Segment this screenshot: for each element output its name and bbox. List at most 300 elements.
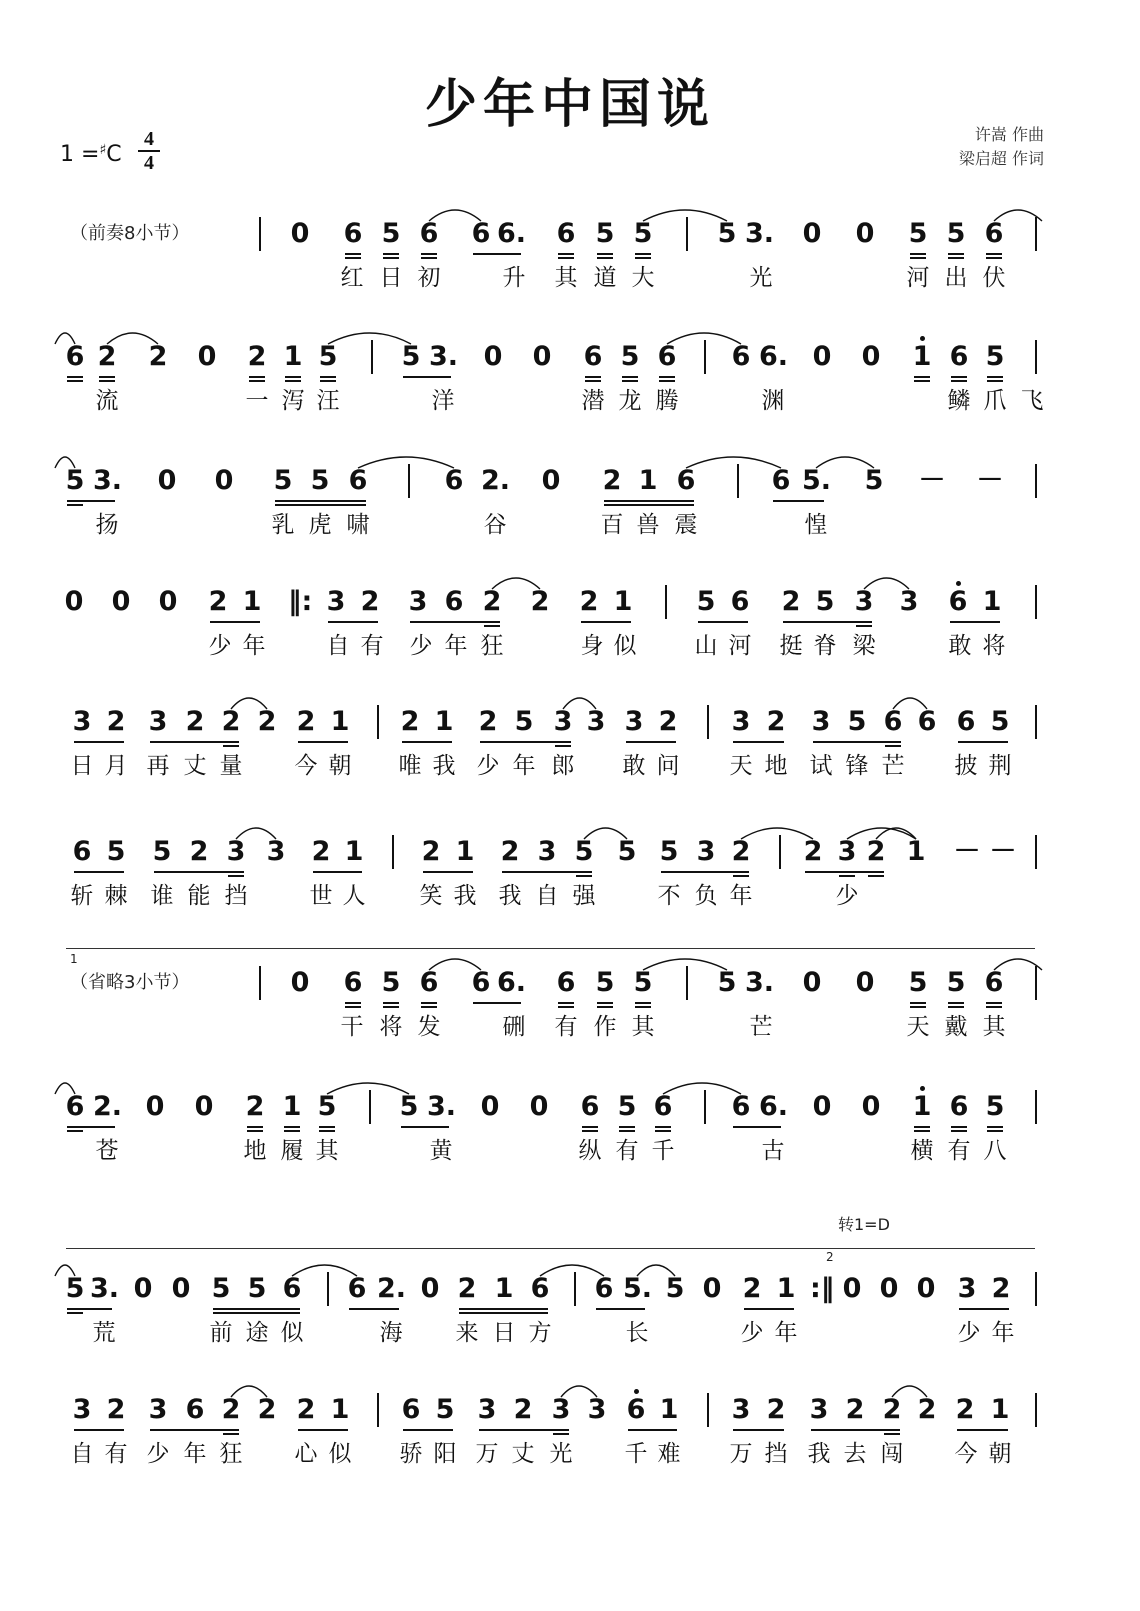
- tie-arc: [643, 210, 727, 221]
- note: 6: [348, 465, 368, 496]
- lyric-char: 今: [954, 1441, 978, 1467]
- lyric-char: 日: [379, 265, 403, 291]
- note: 3: [148, 1394, 168, 1425]
- tie-layer: [0, 1090, 1140, 1130]
- lyric-char: 横: [910, 1138, 934, 1164]
- note: 0: [861, 341, 881, 372]
- time-signature: [138, 128, 160, 174]
- lyric-char: 斩: [70, 883, 94, 909]
- tie-arc: [561, 1386, 597, 1397]
- lyric-char: 笑: [419, 883, 443, 909]
- tie-layer: [0, 217, 1140, 257]
- note: 2: [257, 706, 277, 737]
- note: 6: [653, 1091, 673, 1122]
- lyric-char: 有: [360, 633, 384, 659]
- note: 5: [211, 1273, 231, 1304]
- underline-beam: [576, 875, 592, 877]
- lyric-char: 少: [146, 1441, 170, 1467]
- underline-beam: [99, 380, 115, 382]
- lyric-char: 去: [843, 1441, 867, 1467]
- note: 6: [444, 465, 464, 496]
- note: 3: [477, 1394, 497, 1425]
- lyric-char: 升: [502, 265, 526, 291]
- lyric-char: 地: [764, 753, 788, 779]
- underline-beam: [558, 1006, 574, 1008]
- lyric-char: 我: [498, 883, 522, 909]
- lyric-char: 自: [326, 633, 350, 659]
- note: 5: [381, 967, 401, 998]
- note: 6: [731, 341, 751, 372]
- note: 3.: [745, 218, 775, 249]
- note: 2: [845, 1394, 865, 1425]
- note: 5: [633, 218, 653, 249]
- note: 3: [537, 836, 557, 867]
- tie-layer: [0, 340, 1140, 380]
- note: 5: [65, 1273, 85, 1304]
- lyric-char: 潜: [581, 388, 605, 414]
- note: 6: [626, 1394, 646, 1425]
- note: 0: [812, 341, 832, 372]
- note: 5: [273, 465, 293, 496]
- note: 6: [580, 1091, 600, 1122]
- time-denominator: 4: [138, 150, 160, 174]
- note: 1: [330, 1394, 350, 1425]
- underline-beam: [987, 380, 1003, 382]
- score-line: [0, 585, 1140, 695]
- lyric-char: 日: [70, 753, 94, 779]
- lyric-char: 扬: [95, 512, 119, 538]
- lyric-char: 狂: [219, 1441, 243, 1467]
- lyric-char: 年: [242, 633, 266, 659]
- note: 5: [717, 218, 737, 249]
- lyric-char: 履: [280, 1138, 304, 1164]
- note: 2: [917, 1394, 937, 1425]
- tie-arc: [994, 210, 1042, 221]
- lyric-char: 少: [957, 1320, 981, 1346]
- lyric-char: 有: [947, 1138, 971, 1164]
- lyric-char: 我: [432, 753, 456, 779]
- note: 5: [985, 1091, 1005, 1122]
- lyric-char: 虎: [308, 512, 332, 538]
- note: 6: [419, 218, 439, 249]
- lyric-char: 强: [572, 883, 596, 909]
- lyric-char: 天: [906, 1014, 930, 1040]
- note: 6: [343, 218, 363, 249]
- tie-arc: [231, 698, 267, 709]
- underline-beam: [345, 257, 361, 259]
- note: 5: [401, 341, 421, 372]
- note: 1: [638, 465, 658, 496]
- note: 6: [949, 1091, 969, 1122]
- lyric-char: 一: [245, 388, 269, 414]
- note: 0: [157, 465, 177, 496]
- note: 2: [296, 706, 316, 737]
- note: 5: [381, 218, 401, 249]
- note: －: [953, 836, 981, 867]
- underline-beam: [619, 1130, 635, 1132]
- note: －: [989, 836, 1017, 867]
- tie-arc: [893, 698, 927, 709]
- lyric-char: 试: [809, 753, 833, 779]
- lyric-char: 发: [417, 1014, 441, 1040]
- lyric-char: 闯: [880, 1441, 904, 1467]
- note: 6: [65, 1091, 85, 1122]
- note: 5: [946, 218, 966, 249]
- lyric-char: 方: [528, 1320, 552, 1346]
- note: 5: [595, 218, 615, 249]
- note: 5: [247, 1273, 267, 1304]
- note: 5: [617, 1091, 637, 1122]
- tie-arc: [429, 959, 481, 970]
- note: 0: [420, 1273, 440, 1304]
- lyric-char: 我: [453, 883, 477, 909]
- lyric-char: 似: [280, 1320, 304, 1346]
- note: 0: [64, 586, 84, 617]
- lyric-char: 少: [208, 633, 232, 659]
- note: 3: [553, 706, 573, 737]
- lyric-char: 道: [593, 265, 617, 291]
- note: 2: [106, 1394, 126, 1425]
- underline-beam: [459, 1312, 548, 1314]
- note: 0: [197, 341, 217, 372]
- repeat-start-sign: ‖:: [288, 586, 313, 617]
- underline-beam: [319, 1130, 335, 1132]
- tie-arc: [292, 1265, 357, 1276]
- note: 6: [948, 586, 968, 617]
- note: 6: [72, 836, 92, 867]
- note: 6: [444, 586, 464, 617]
- note: 0: [702, 1273, 722, 1304]
- underline-beam: [914, 380, 930, 382]
- lyric-char: 戴: [944, 1014, 968, 1040]
- underline-beam: [951, 380, 967, 382]
- lyric-char: 震: [674, 512, 698, 538]
- note: 6: [282, 1273, 302, 1304]
- note: 0: [483, 341, 503, 372]
- note: 1: [344, 836, 364, 867]
- note: 0: [111, 586, 131, 617]
- lyric-char: 万: [475, 1441, 499, 1467]
- lyric-char: 前: [209, 1320, 233, 1346]
- underline-beam: [213, 1312, 300, 1314]
- note: 2: [247, 341, 267, 372]
- omit-annotation: （省略3小节）: [70, 972, 190, 993]
- lyric-char: 人: [342, 883, 366, 909]
- note: 0: [171, 1273, 191, 1304]
- tie-arc: [667, 333, 741, 344]
- underline-beam: [553, 1433, 569, 1435]
- note: 5: [106, 836, 126, 867]
- note: 2: [781, 586, 801, 617]
- score-line: [0, 1090, 1140, 1200]
- lyric-char: 渊: [761, 388, 785, 414]
- lyric-char: 日: [492, 1320, 516, 1346]
- note: 6: [730, 586, 750, 617]
- note: 5: [990, 706, 1010, 737]
- lyric-char: 光: [549, 1441, 573, 1467]
- lyric-char: 流: [95, 388, 119, 414]
- note: 0: [145, 1091, 165, 1122]
- note: 3: [586, 706, 606, 737]
- lyric-char: 有: [104, 1441, 128, 1467]
- underline-beam: [67, 380, 83, 382]
- tie-arc: [107, 333, 158, 344]
- underline-beam: [733, 875, 749, 877]
- note: 0: [802, 967, 822, 998]
- note: 2: [658, 706, 678, 737]
- note: 1: [613, 586, 633, 617]
- note: 6: [917, 706, 937, 737]
- lyric-char: 难: [657, 1441, 681, 1467]
- lyric-char: 其: [554, 265, 578, 291]
- note: 2.: [481, 465, 511, 496]
- note: 6: [657, 341, 677, 372]
- note: 2: [245, 1091, 265, 1122]
- tie-arc: [231, 1386, 267, 1397]
- lyric-char: 苍: [95, 1138, 119, 1164]
- lyric-char: 少: [476, 753, 500, 779]
- lyric-char: 似: [328, 1441, 352, 1467]
- note: 5: [908, 967, 928, 998]
- lyric-char: 出: [944, 265, 968, 291]
- note: 6: [771, 465, 791, 496]
- tie-arc: [55, 333, 75, 344]
- lyric-char: 荆: [988, 753, 1012, 779]
- repeat-end-sign: :‖: [810, 1273, 835, 1304]
- lyric-char: 年: [991, 1320, 1015, 1346]
- note: 2: [185, 706, 205, 737]
- lyric-char: 披: [954, 753, 978, 779]
- tie-layer: [0, 705, 1140, 745]
- sharp-sign: ♯: [99, 142, 107, 158]
- underline-beam: [582, 1130, 598, 1132]
- lyric-char: 负: [694, 883, 718, 909]
- note: 5: [659, 836, 679, 867]
- lyric-char: 狂: [480, 633, 504, 659]
- note: 1: [990, 1394, 1010, 1425]
- lyric-char: 年: [444, 633, 468, 659]
- note: 1: [659, 1394, 679, 1425]
- lyric-char: 谁: [150, 883, 174, 909]
- lyric-char: 干: [340, 1014, 364, 1040]
- note: 5: [620, 341, 640, 372]
- key-prefix: 1 =: [60, 142, 100, 167]
- note: 2: [97, 341, 117, 372]
- note: 5: [152, 836, 172, 867]
- tie-arc: [327, 1083, 409, 1094]
- lyric-char: 世: [309, 883, 333, 909]
- lyric-char: 年: [512, 753, 536, 779]
- note: 2: [742, 1273, 762, 1304]
- underline-beam: [320, 380, 336, 382]
- underline-beam: [659, 380, 675, 382]
- note: 0: [541, 465, 561, 496]
- lyric-char: 其: [315, 1138, 339, 1164]
- lyric-char: 八: [983, 1138, 1007, 1164]
- tie-arc: [892, 1386, 927, 1397]
- underline-beam: [868, 875, 884, 877]
- underline-beam: [484, 625, 500, 627]
- note: 2: [602, 465, 622, 496]
- tie-layer: [0, 966, 1140, 1006]
- lyric-char: 朝: [328, 753, 352, 779]
- note: 3: [731, 1394, 751, 1425]
- score-line: [0, 1215, 1140, 1382]
- lyric-char: 能: [187, 883, 211, 909]
- note: 2: [513, 1394, 533, 1425]
- tie-arc: [643, 959, 727, 970]
- note: 1: [912, 1091, 932, 1122]
- note: 2: [579, 586, 599, 617]
- note: 2: [221, 1394, 241, 1425]
- lyric-char: 海: [379, 1320, 403, 1346]
- note: 0: [861, 1091, 881, 1122]
- note: 5: [318, 341, 338, 372]
- note: 3: [72, 1394, 92, 1425]
- note: 0: [532, 341, 552, 372]
- note: 5: [399, 1091, 419, 1122]
- note: 0: [879, 1273, 899, 1304]
- note: 3: [587, 1394, 607, 1425]
- lyric-char: 身: [580, 633, 604, 659]
- note: 3: [837, 836, 857, 867]
- note: 5: [310, 465, 330, 496]
- note: 6: [984, 967, 1004, 998]
- lyric-char: 朝: [988, 1441, 1012, 1467]
- note: 2: [311, 836, 331, 867]
- note: 5: [696, 586, 716, 617]
- note: 6: [949, 341, 969, 372]
- tie-arc: [55, 457, 75, 468]
- note: 6: [594, 1273, 614, 1304]
- tie-arc: [816, 457, 874, 468]
- note: 3: [957, 1273, 977, 1304]
- underline-beam: [951, 1130, 967, 1132]
- underline-beam: [421, 1006, 437, 1008]
- lyric-char: 年: [774, 1320, 798, 1346]
- note: 2: [530, 586, 550, 617]
- note: 3.: [745, 967, 775, 998]
- lyric-char: 脊: [813, 633, 837, 659]
- note: 6: [343, 967, 363, 998]
- note: 2: [360, 586, 380, 617]
- note: 2: [257, 1394, 277, 1425]
- underline-beam: [421, 257, 437, 259]
- lyric-char: 少: [740, 1320, 764, 1346]
- lyric-char: 再: [146, 753, 170, 779]
- note: 3: [148, 706, 168, 737]
- note: 2: [400, 706, 420, 737]
- score-line: [0, 1393, 1140, 1503]
- tie-layer: [0, 585, 1140, 625]
- note: 0: [855, 967, 875, 998]
- note: 0: [290, 218, 310, 249]
- underline-beam: [914, 1130, 930, 1132]
- note: 0: [158, 586, 178, 617]
- lyric-char: 地: [243, 1138, 267, 1164]
- tie-arc: [686, 457, 781, 468]
- lyric-char: 洋: [431, 388, 455, 414]
- note: 0: [133, 1273, 153, 1304]
- lyric-char: 惶: [804, 512, 828, 538]
- lyric-char: 其: [631, 1014, 655, 1040]
- lyric-char: 红: [340, 265, 364, 291]
- lyric-char: 大: [631, 265, 655, 291]
- note: 1: [283, 341, 303, 372]
- score-line: [0, 705, 1140, 815]
- underline-beam: [345, 1006, 361, 1008]
- lyric-char: 锋: [845, 753, 869, 779]
- note: 2: [296, 1394, 316, 1425]
- note: 5: [908, 218, 928, 249]
- note: 3: [226, 836, 246, 867]
- note: 1: [330, 706, 350, 737]
- tie-arc: [540, 1265, 604, 1276]
- ending-bracket: [66, 948, 1035, 949]
- underline-beam: [948, 1006, 964, 1008]
- underline-beam: [585, 380, 601, 382]
- note: 2.: [93, 1091, 123, 1122]
- lyric-char: 挡: [764, 1441, 788, 1467]
- note: 2: [148, 341, 168, 372]
- note: 2: [457, 1273, 477, 1304]
- note: 1: [282, 1091, 302, 1122]
- underline-beam: [223, 1433, 239, 1435]
- note: 2: [189, 836, 209, 867]
- lyric-char: 自: [70, 1441, 94, 1467]
- lyric-char: 我: [807, 1441, 831, 1467]
- lyric-char: 黄: [429, 1138, 453, 1164]
- lyric-char: 天: [729, 753, 753, 779]
- note: 0: [802, 218, 822, 249]
- underline-beam: [655, 1130, 671, 1132]
- note: 3: [551, 1394, 571, 1425]
- composer-credit: 许嵩 作曲: [974, 125, 1044, 144]
- lyric-char: 光: [749, 265, 773, 291]
- note: 3: [899, 586, 919, 617]
- tie-arc: [994, 959, 1042, 970]
- underline-beam: [884, 1433, 900, 1435]
- lyric-char: 途: [245, 1320, 269, 1346]
- lyric-char: 来: [455, 1320, 479, 1346]
- lyric-char: 河: [906, 265, 930, 291]
- lyric-char: 阳: [433, 1441, 457, 1467]
- note: 2.: [377, 1273, 407, 1304]
- lyric-char: 其: [982, 1014, 1006, 1040]
- lyric-char: 少: [835, 883, 859, 909]
- underline-beam: [249, 380, 265, 382]
- underline-beam: [383, 1006, 399, 1008]
- note: 0: [214, 465, 234, 496]
- underline-beam: [635, 1006, 651, 1008]
- note: 3: [809, 1394, 829, 1425]
- underline-beam: [597, 257, 613, 259]
- lyric-char: 长: [625, 1320, 649, 1346]
- lyric-char: 万: [729, 1441, 753, 1467]
- note: 6: [530, 1273, 550, 1304]
- lyric-char: 芒: [749, 1014, 773, 1040]
- lyric-char: 少: [409, 633, 433, 659]
- note: 2: [731, 836, 751, 867]
- lyric-char: 鳞: [947, 388, 971, 414]
- note: 3: [72, 706, 92, 737]
- key-signature: [60, 142, 122, 167]
- underline-beam: [67, 504, 83, 506]
- lyric-char: 乳: [271, 512, 295, 538]
- lyric-char: 芒: [881, 753, 905, 779]
- lyric-char: 古: [761, 1138, 785, 1164]
- underline-beam: [635, 257, 651, 259]
